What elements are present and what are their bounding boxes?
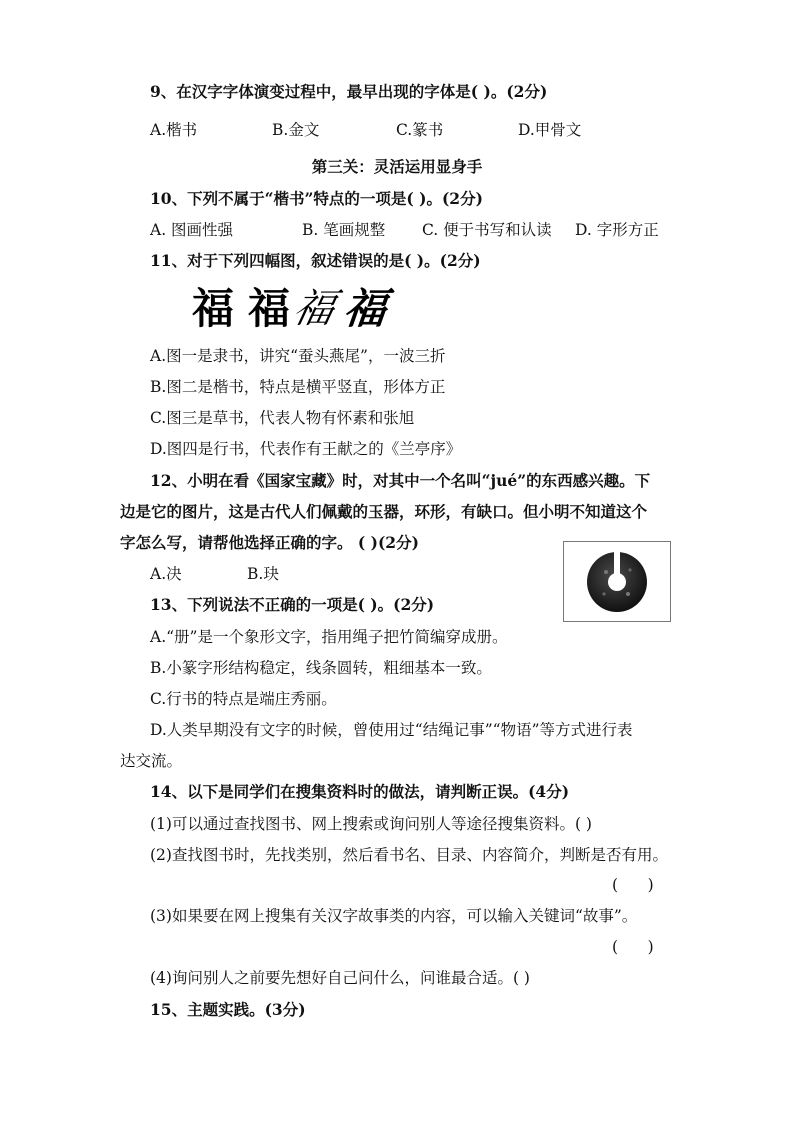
jade-jue-image [563, 541, 671, 622]
calligraphy-glyph-1: 福 [192, 284, 237, 333]
question-11-stem: 11、对于下列四幅图，叙述错误的是( )。(2分) [150, 251, 481, 270]
question-12-line-3: 字怎么写，请帮他选择正确的字。 ( )(2分) [120, 533, 419, 552]
section-title: 第三关：灵活运用显身手 [311, 157, 483, 176]
q13-option-d-continued: 达交流。 [120, 752, 183, 770]
q14-item-3: (3)如果要在网上搜集有关汉字故事类的内容，可以输入关键词“故事”。 [150, 907, 638, 925]
calligraphy-glyph-3: 福 [289, 286, 339, 332]
question-10-stem: 10、下列不属于“楷书”特点的一项是( )。(2分) [150, 189, 483, 208]
q14-item-4: (4)询问别人之前要先想好自己问什么，问谁最合适。( ) [150, 969, 530, 987]
q9-option-d: D.甲骨文 [518, 121, 582, 139]
q14-item-2: (2)查找图书时，先找类别，然后看书名、目录、内容简介，判断是否有用。 [150, 846, 668, 864]
question-15-stem: 15、主题实践。(3分) [150, 1000, 306, 1019]
q14-item-1: (1)可以通过查找图书、网上搜索或询问别人等途径搜集资料。( ) [150, 815, 592, 833]
q14-item-3-blank: ( ) [612, 938, 654, 956]
q12-option-a: A.决 [150, 565, 182, 583]
q12-option-b: B.玦 [247, 565, 279, 583]
q11-option-b: B.图二是楷书，特点是横平竖直，形体方正 [150, 378, 446, 396]
q10-option-c: C. 便于书写和认读 [422, 221, 552, 239]
q10-option-b: B. 笔画规整 [302, 221, 386, 239]
question-13-stem: 13、下列说法不正确的一项是( )。(2分) [150, 595, 435, 614]
q10-option-a: A. 图画性强 [150, 221, 234, 239]
q14-item-2-blank: ( ) [612, 876, 654, 894]
calligraphy-glyph-2: 福 [248, 284, 291, 333]
calligraphy-glyph-4: 福 [341, 284, 389, 333]
q11-option-a: A.图一是隶书，讲究“蚕头燕尾”，一波三折 [150, 347, 446, 365]
q11-option-d: D.图四是行书，代表作有王献之的《兰亭序》 [150, 440, 462, 458]
question-12-line-2: 边是它的图片，这是古代人们佩戴的玉器，环形，有缺口。但小明不知道这个 [120, 502, 648, 521]
q11-option-c: C.图三是草书，代表人物有怀素和张旭 [150, 409, 415, 427]
q13-option-d: D.人类早期没有文字的时候，曾使用过“结绳记事”“物语”等方式进行表 [150, 721, 633, 739]
q13-option-c: C.行书的特点是端庄秀丽。 [150, 690, 337, 708]
jade-ring-icon [564, 542, 670, 621]
q9-option-b: B.金文 [272, 121, 320, 139]
q13-option-b: B.小篆字形结构稳定，线条圆转，粗细基本一致。 [150, 659, 492, 677]
question-14-stem: 14、以下是同学们在搜集资料时的做法，请判断正误。(4分) [150, 782, 570, 801]
q13-option-a: A.“册”是一个象形文字，指用绳子把竹简编穿成册。 [150, 628, 508, 646]
q9-option-c: C.篆书 [396, 121, 444, 139]
question-12-line-1: 12、小明在看《国家宝藏》时，对其中一个名叫“jué”的东西感兴趣。下 [150, 471, 651, 490]
q9-option-a: A.楷书 [150, 121, 198, 139]
question-9-stem: 9、在汉字字体演变过程中，最早出现的字体是( )。(2分) [150, 82, 548, 101]
q10-option-d: D. 字形方正 [575, 221, 659, 239]
